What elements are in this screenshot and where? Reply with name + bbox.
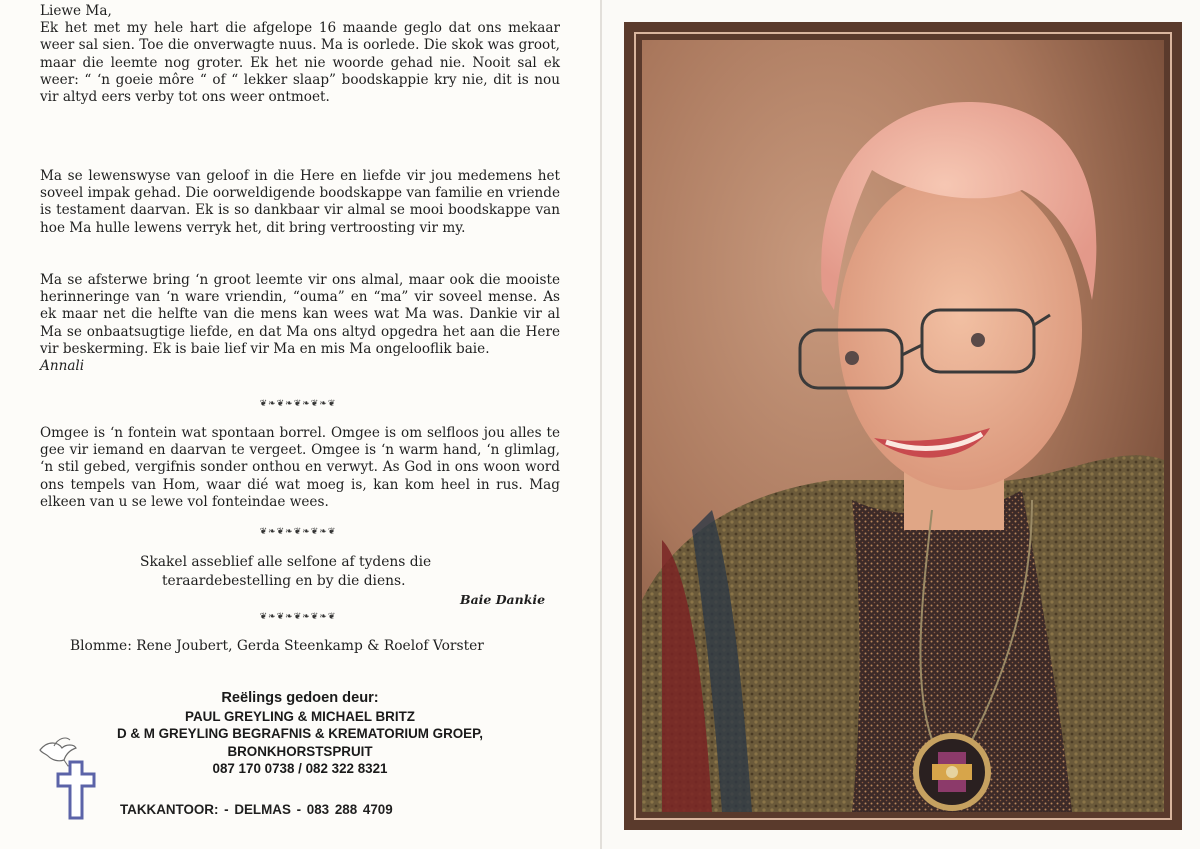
arrangements-phones: 087 170 0738 / 082 322 8321 — [212, 761, 388, 777]
arrangements-company: D & M GREYLING BEGRAFNIS & KREMATORIUM GROEP, — [116, 726, 484, 742]
arrangements-names: PAUL GREYLING & MICHAEL BRITZ — [185, 708, 415, 724]
arrangements-town: BRONKHORSTSPRUIT — [227, 743, 373, 759]
notice-line-2: teraardebestelling en by die diens. — [162, 573, 406, 589]
portrait-photo — [642, 40, 1164, 812]
arrangements-block — [60, 690, 540, 778]
phones-off-notice — [140, 553, 480, 591]
portrait-frame — [624, 22, 1182, 830]
thanks-note: Baie Dankie — [460, 592, 546, 607]
poem-text: Omgee is ‘n fontein wat spontaan borrel. Omgee is om selfloos jou alles te gee vir iemand en daarvan te vergeet. Omgee is ‘n warm hand, ‘n glimlag, ‘n stil gebed, vergifnis sonder onthou en verwyt. As God in ons woon word ons tempels van Hom, waar dié wat moeg is, kan kom heel in rus. Mag elkeen van u se lewe vol fonteindae wees. — [40, 425, 560, 510]
letter-paragraph-3-block — [40, 272, 560, 375]
letter-paragraph-2: Ma se lewenswyse van geloof in die Here en liefde vir jou medemens het soveel impak gehad. Die oorweldigende boodskappe van familie en vriende is testament daarvan. Ek is so dankbaar vir almal se mooi boodskappe van hoe Ma hulle lewens verryk het, dit bring vertroosting vir my. — [40, 168, 560, 236]
letter — [40, 3, 560, 106]
notice-line-1: Skakel asseblief alle selfone af tydens die — [140, 554, 432, 570]
poem-block — [40, 425, 560, 511]
ornament-divider-2: ❦❧❦❧❦❧❦❧❦ — [259, 527, 337, 537]
flowers-credit: Blomme: Rene Joubert, Gerda Steenkamp & Roelof Vorster — [70, 638, 484, 654]
letter-paragraph-1: Ek het met my hele hart die afgelope 16 maande geglo dat ons mekaar weer sal sien. Toe die onverwagte nuus. Ma is oorlede. Die skok was groot, maar die leemte nog groter. Ek het nie woorde gehad nie. Nooit sal ek weer: “ ‘n goeie môre “ of “ lekker slaap” boodskappie kry nie, dit is nou vir altyd eers verby tot ons weer ontmoet. — [40, 20, 560, 106]
ornament-divider-3: ❦❧❦❧❦❧❦❧❦ — [259, 612, 337, 622]
branch-office: TAKKANTOOR: - DELMAS - 083 288 4709 — [120, 802, 393, 817]
letter-paragraph-2-block — [40, 168, 560, 237]
ornament-divider-1: ❦❧❦❧❦❧❦❧❦ — [259, 399, 337, 409]
letter-signature: Annali — [40, 358, 85, 375]
dove-cross-logo-icon — [36, 734, 116, 824]
letter-paragraph-3: Ma se afsterwe bring ‘n groot leemte vir ons almal, maar ook die mooiste herinneringe van ‘n ware vriendin, “ouma” en “ma” vir soveel mense. As ek maar net die helfte van die mens kan wees wat Ma was. Dankie vir al Ma se onbaatsugtige liefde, en dat Ma ons altyd opgedra het aan die Here vir beskerming. Ek is baie lief vir Ma en mis Ma ongelooflik baie. — [40, 272, 560, 357]
letter-salutation: Liewe Ma, — [40, 3, 112, 19]
arrangements-heading: Reëlings gedoen deur: — [221, 690, 379, 706]
